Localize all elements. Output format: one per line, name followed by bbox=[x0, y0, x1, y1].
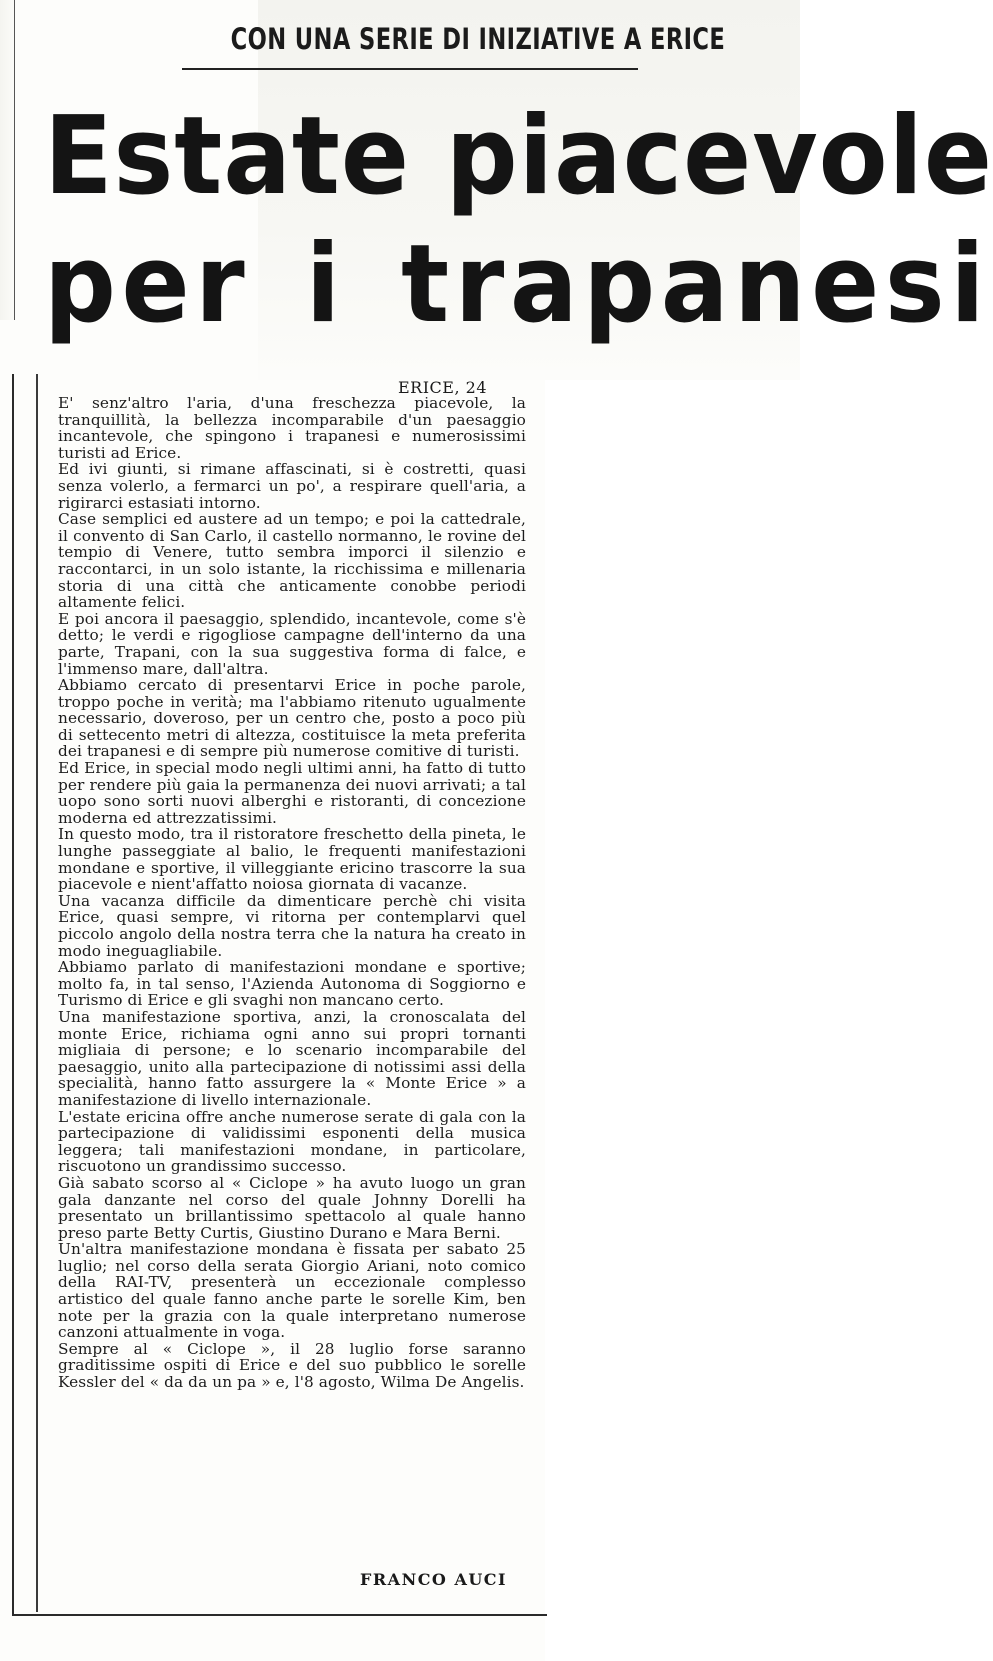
paragraph: Abbiamo parlato di manifestazioni mondane e sportive; molto fa, in tal senso, l'Azienda Autonoma di Soggiorno e Turismo di Erice e gli svaghi non mancano certo. bbox=[58, 958, 526, 1010]
adjacent-article-edge bbox=[0, 0, 15, 320]
headline-line-2: per i trapanesi bbox=[44, 222, 991, 347]
article-body bbox=[58, 395, 526, 1391]
paragraph: Abbiamo cercato di presentarvi Erice in poche parole, troppo poche in verità; ma l'abbiamo ritenuto ugualmente necessario, doveroso, per un centro che, posto a poco più di settecento metri di altezza, costituisce la meta preferita dei trapanesi e di sempre più numerose comitive di turisti. bbox=[58, 676, 526, 761]
paragraph: Case semplici ed austere ad un tempo; e poi la cattedrale, il convento di San Carlo, il castello normanno, le rovine del tempio di Venere, tutto sembra imporci il silenzio e raccontarci, in un solo istante, la ricchissima e millenaria storia di una città che anticamente conobbe periodi altamente felici. bbox=[58, 510, 526, 612]
paragraph: Una vacanza difficile da dimenticare perchè chi visita Erice, quasi sempre, vi ritorna per contemplarvi quel piccolo angolo della nostra terra che la natura ha creato in modo ineguagliabile. bbox=[58, 891, 526, 960]
paragraph: Sempre al « Ciclope », il 28 luglio forse saranno graditissime ospiti di Erice e del suo pubblico le sorelle Kessler del « da da un pa » e, l'8 agosto, Wilma De Angelis. bbox=[58, 1339, 526, 1392]
paragraph: E poi ancora il paesaggio, splendido, incantevole, come s'è detto; le verdi e rigogliose campagne dell'interno da una parte, Trapani, con la sua suggestiva forma di falce, e l'immenso mare, dall'altra. bbox=[58, 609, 526, 678]
column-rule bbox=[36, 374, 38, 1612]
dateline: ERICE, 24 bbox=[398, 378, 487, 397]
paragraph: E' senz'altro l'aria, d'una freschezza piacevole, la tranquillità, la bellezza incomparabile d'un paesaggio incantevole, che spingono i trapanesi e numerosissimi turisti ad Erice. bbox=[58, 394, 526, 462]
paragraph: Un'altra manifestazione mondana è fissata per sabato 25 luglio; nel corso della serata Giorgio Ariani, noto comico della RAI-TV, presenterà un eccezionale complesso artistico del quale fanno anche parte le sorelle Kim, ben note per la grazia con la quale interpretano numerose canzoni attualmente in voga. bbox=[58, 1240, 526, 1342]
byline: FRANCO AUCI bbox=[360, 1570, 508, 1589]
article-kicker: CON UNA SERIE DI INIZIATIVE A ERICE bbox=[230, 22, 726, 56]
paragraph: Già sabato scorso al « Ciclope » ha avuto luogo un gran gala danzante nel corso del quale Johnny Dorelli ha presentato un brillantissimo spettacolo al quale hanno preso parte Betty Curtis, Giustino Durano e Mara Berni. bbox=[58, 1173, 526, 1242]
blank-margin bbox=[545, 380, 800, 1661]
paragraph: Una manifestazione sportiva, anzi, la cronoscalata del monte Erice, richiama ogni anno sui propri tornanti migliaia di persone; e lo scenario incomparabile del paesaggio, unito alla partecipazione di notissimi assi della specialità, hanno fatto assurgere la « Monte Erice » a manifestazione di livello internazionale. bbox=[58, 1007, 526, 1109]
paragraph: Ed ivi giunti, si rimane affascinati, si è costretti, quasi senza volerlo, a fermarci un po', a respirare quell'aria, a rigirarci estasiati intorno. bbox=[58, 460, 526, 512]
paragraph: In questo modo, tra il ristoratore freschetto della pineta, le lunghe passeggiate al balio, le frequenti manifestazioni mondane e sportive, il villeggiante ericino trascorre la sua piacevole e nient'affatto noiosa giornata di vacanze. bbox=[58, 825, 526, 894]
headline-line-1: Estate piacevole bbox=[44, 94, 993, 219]
paragraph: L'estate ericina offre anche numerose serate di gala con la partecipazione di validissimi esponenti della musica leggera; tali manifestazioni mondane, in particolare, riscuotono un grandissimo successo. bbox=[58, 1107, 526, 1176]
kicker-underline bbox=[182, 68, 638, 70]
paragraph: Ed Erice, in special modo negli ultimi anni, ha fatto di tutto per rendere più gaia la permanenza dei nuovi arrivati; a tal uopo sono sorti nuovi alberghi e ristoranti, di concezione moderna ed attrezzatissimi. bbox=[58, 759, 526, 827]
